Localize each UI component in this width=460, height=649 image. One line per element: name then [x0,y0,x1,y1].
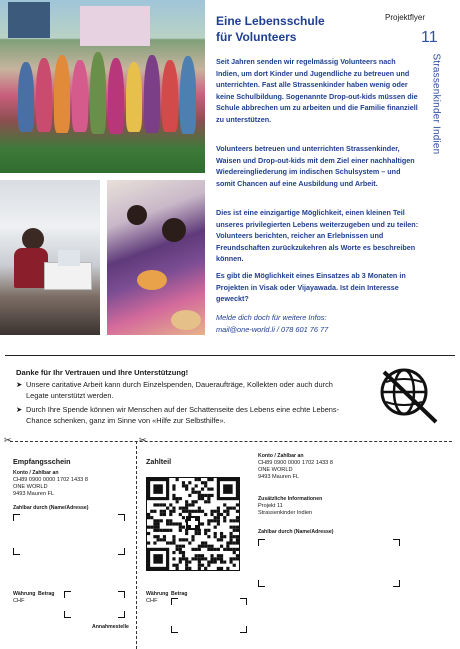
receipt-amount-label: Betrag [38,591,55,597]
title-line-2: für Volunteers [216,30,297,44]
right-account-label: Konto / Zahlbar an [258,453,304,459]
page-title [216,13,386,45]
globe-logo-icon [376,362,440,426]
bullet-text-1: Unsere caritative Arbeit kann durch Einzelspenden, Daueraufträge, Kollekten oder auch durch Legate unterstützt werden. [26,380,333,400]
title-line-1: Eine Lebensschule [216,14,325,28]
group-photo-children [0,0,205,173]
contact-info [216,312,416,335]
receipt-name: ONE WORLD [13,484,48,490]
receipt-currency: CHF [13,598,25,604]
receipt-payer-label: Zahlbar durch (Name/Adresse) [13,505,89,511]
bullet-text-2: Durch Ihre Spende können wir Menschen auf der Schattenseite des Lebens eine echte Lebens-Chance schenken, ganz im Sinne von «Hilfe zur Selbsthilfe». [26,405,340,425]
contact-line-1: Melde dich doch für weitere Infos: [216,313,327,322]
receipt-account-label: Konto / Zahlbar an [13,470,59,476]
volunteer-photo-sewing [0,180,100,335]
scissors-icon: ✂ [139,435,147,445]
right-iban: CH89 0900 0000 1702 1433 8 [258,460,333,466]
right-city: 9493 Mauren FL [258,474,300,480]
paragraph-2: Volunteers betreuen und unterrichten Strassenkinder, Waisen und Drop-out-kids mit dem Ziel einer nachhaltigen Wiedereingliederung im indischen Schulsystem – und somit Chancen auf eine Ausbildung und Arbeit. [216,144,415,188]
photo-banner [80,6,150,46]
section-divider [5,355,455,356]
receipt-iban: CH89 0900 0000 1702 1433 8 [13,477,88,483]
right-payer-label: Zahlbar durch (Name/Adresse) [258,529,334,535]
photo-doorway [8,2,50,38]
children-photo-eating [107,180,205,335]
right-info-1: Projekt 11 [258,503,283,509]
arrow-icon: ➤ [16,380,23,389]
contact-line-2: mail@one-world.li / 078 601 76 77 [216,324,329,334]
receipt-city: 9493 Mauren FL [13,491,55,497]
list-item [16,379,346,401]
paragraph-4: Es gibt die Möglichkeit eines Einsatzes ab 3 Monaten in Projekten in Visak oder Vijayawada. Ist dein Interesse geweckt? [216,271,406,304]
payment-title: Zahlteil [146,457,172,466]
payment-currency: CHF [146,598,158,604]
arrow-icon: ➤ [16,405,23,414]
receipt-acceptance-label: Annahmestelle [92,624,129,630]
project-number: 11 [421,29,438,46]
payment-amount-label: Betrag [171,591,188,597]
right-info-2: Strassenkinder Indien [258,510,313,516]
paragraph-1: Seit Jahren senden wir regelmässig Volunteers nach Indien, um dort Kinder und Jugendliche zu betreuen und unterrichten. Fast alle Strassenkinder haben wenig oder keine Schulbildung. Sogenannte Drop-out-kids müssen die Schule abbrechen um zu arbeiten und die Familie finanziell zu unterstützen. [216,57,418,124]
right-name: ONE WORLD [258,467,293,473]
thanks-list [16,379,346,429]
project-name-vertical [424,53,442,178]
project-name-text: Strassenkinder Indien [430,53,442,155]
payment-currency-label: Währung [146,591,169,597]
flyer-label: Projektflyer [385,13,426,22]
cut-line [10,441,452,442]
scissors-icon: ✂ [4,435,12,445]
swiss-cross-icon [186,516,200,530]
receipt-currency-label: Währung [13,591,36,597]
thanks-title: Danke für Ihr Vertrauen und Ihre Unterstützung! [16,368,189,377]
slip-divider [136,441,137,649]
right-info-label: Zusätzliche Informationen [258,496,323,502]
list-item [16,404,346,426]
receipt-title: Empfangsschein [13,457,71,466]
paragraph-3: Dies ist eine einzigartige Möglichkeit, einen kleinen Teil unseres privilegierten Lebens weiterzugeben und zu teilen: Volunteers berichten, reicher an Erlebnissen und Freundschaften zurückzukehren als Worte es beschreiben können. [216,208,419,264]
